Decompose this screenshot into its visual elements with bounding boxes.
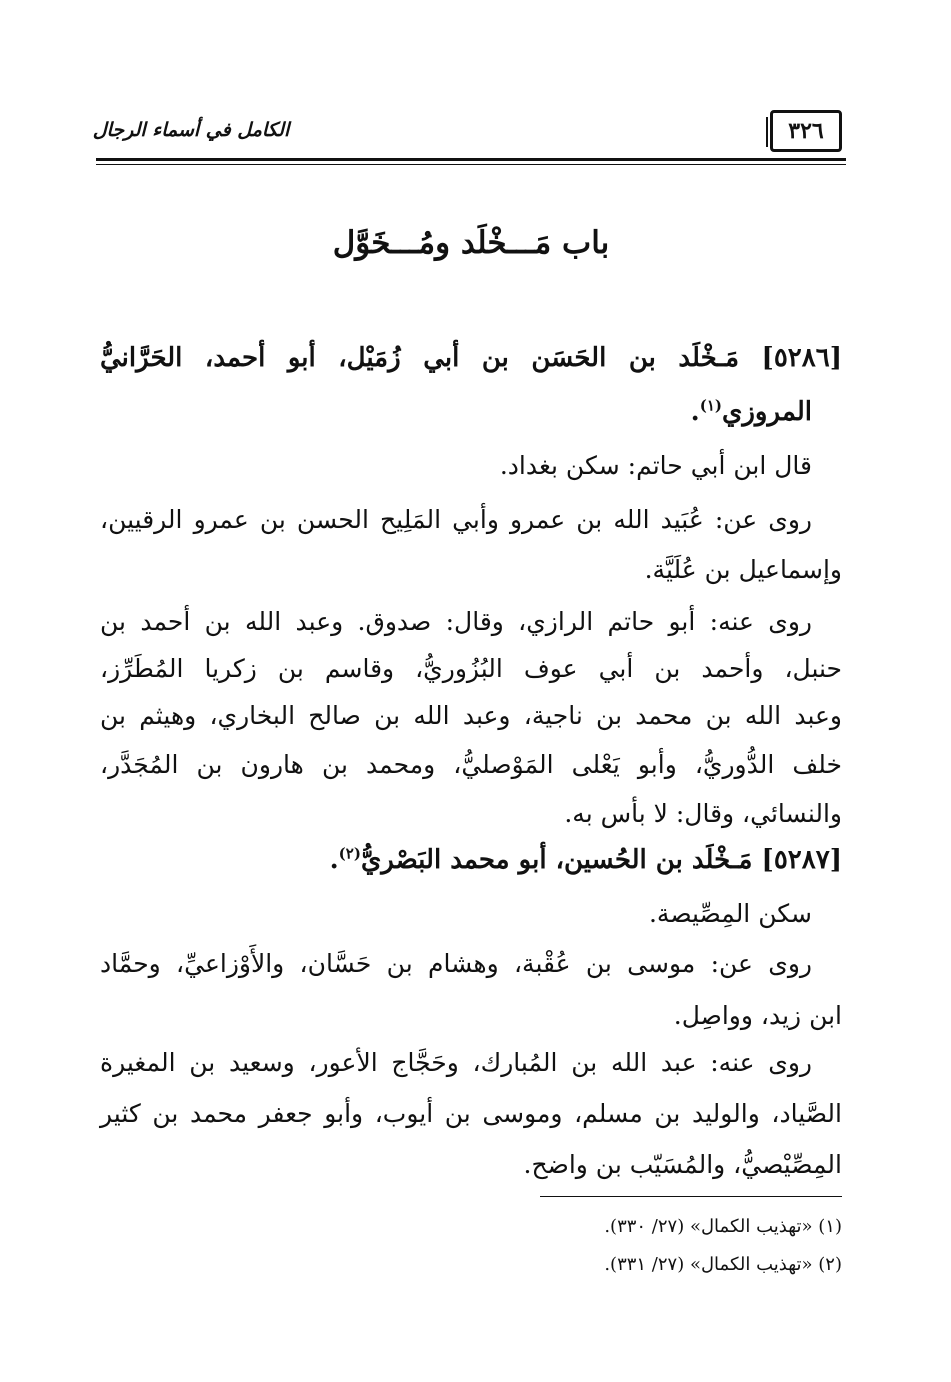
- heading-period: .: [690, 397, 700, 427]
- entry-line: والنسائي، وقال: لا بأس به.: [564, 799, 842, 828]
- entry-heading-text: المروزي: [722, 397, 812, 427]
- header-rule: [96, 158, 846, 161]
- footnote-rule: [540, 1196, 842, 1197]
- chapter-title: باب مَـــخْلَد ومُـــخَوَّل: [332, 225, 610, 261]
- footnote: (٢) «تهذيب الكمال» (٢٧/ ٣٣١).: [604, 1254, 842, 1275]
- entry-line: قال ابن أبي حاتم: سكن بغداد.: [499, 451, 812, 480]
- entry-line: روى عن: موسى بن عُقْبة، وهشام بن حَسَّان، والأَوْزاعيِّ، وحمَّاد: [100, 949, 812, 978]
- entry-line: ابن زيد، وواصِل.: [673, 1001, 842, 1030]
- entry-line: وإسماعيل بن عُلَيَّة.: [644, 555, 842, 584]
- entry-heading-continued: [100, 394, 842, 430]
- entry-line: وعبد الله بن محمد بن ناجية، وعبد الله بن صالح البخاري، وهيثم بن: [100, 701, 842, 730]
- heading-period: .: [329, 845, 339, 875]
- entry-heading: [100, 340, 842, 376]
- entry-line: روى عن: عُبَيد الله بن عمرو وأبي المَلِيح الحسن بن عمرو الرقيين،: [100, 505, 812, 534]
- entry-heading-text: [٥٢٨٦] مَـخْلَد بن الحَسَن بن أبي زُمَيْل، أبو أحمد، الحَرَّانيُّ: [100, 343, 842, 373]
- footnote-ref: (٢): [338, 844, 361, 863]
- page-number: ٣٢٦: [770, 110, 842, 152]
- footnote: (١) «تهذيب الكمال» (٢٧/ ٣٣٠).: [604, 1216, 842, 1237]
- entry-line: روى عنه: عبد الله بن المُبارك، وحَجَّاج الأعور، وسعيد بن المغيرة: [100, 1048, 812, 1077]
- entry-line: خلف الدُّوريُّ، وأبو يَعْلى المَوْصليُّ، ومحمد بن هارون بن المُجَدَّر،: [100, 750, 842, 779]
- footnote-ref: (١): [699, 396, 723, 415]
- entry-line: الصَّياد، والوليد بن مسلم، وموسى بن أيوب، وأبو جعفر محمد بن كثير: [100, 1099, 842, 1128]
- entry-line: حنبل، وأحمد بن أبي عوف البُزُوريُّ، وقاسم بن زكريا المُطَرِّز،: [100, 654, 842, 683]
- entry-line: المِصِّيْصيُّ، والمُسَيّب بن واضح.: [523, 1150, 842, 1179]
- entry-line: سكن المِصِّيصة.: [648, 899, 812, 928]
- entry-heading: [100, 842, 842, 878]
- entry-heading-text: [٥٢٨٧] مَـخْلَد بن الحُسين، أبو محمد البَصْريُّ: [360, 845, 842, 875]
- entry-line: روى عنه: أبو حاتم الرازي، وقال: صدوق. وعبد الله بن أحمد بن: [100, 607, 812, 636]
- header-rule-thin: [96, 164, 846, 165]
- running-title: الكامل في أسماء الرجال: [92, 119, 290, 141]
